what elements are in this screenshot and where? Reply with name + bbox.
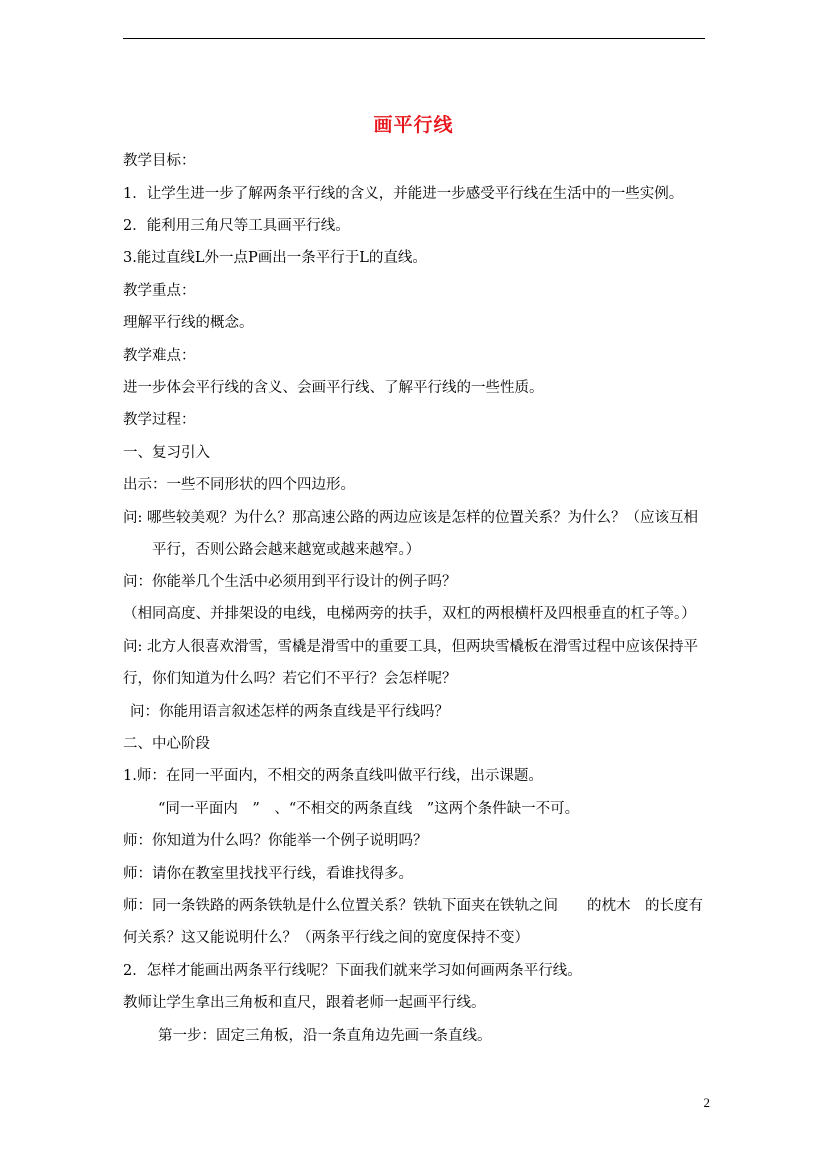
paragraph-line: 师：你知道为什么吗？你能举一个例子说明吗？: [123, 833, 428, 849]
section-heading-process: 教学过程：: [123, 412, 196, 428]
paragraph-line: 问: 哪些较美观？为什么？那高速公路的两边应该是怎样的位置关系？为什么？（应该互相: [123, 510, 698, 526]
paragraph-line: 教师让学生拿出三角板和直尺，跟着老师一起画平行线。: [123, 995, 486, 1011]
paragraph-line: 2．怎样才能画出两条平行线呢？下面我们就来学习如何画两条平行线。: [123, 963, 582, 979]
subsection-heading: 一、复习引入: [123, 445, 210, 461]
paragraph-line: 第一步：固定三角板，沿一条直角边先画一条直线。: [158, 1028, 492, 1044]
paragraph-line: 3.能过直线L外一点P画出一条平行于L的直线。: [123, 250, 427, 266]
paragraph-line: 何关系？这又能说明什么？（两条平行线之间的宽度保持不变）: [123, 930, 529, 946]
paragraph-line: 平行，否则公路会越来越宽或越来越窄。）: [152, 542, 421, 558]
section-heading-objectives: 教学目标：: [123, 153, 196, 169]
paragraph-line: 问：你能举几个生活中必须用到平行设计的例子吗？: [123, 574, 457, 590]
section-heading-key-points: 教学重点：: [123, 283, 196, 299]
page-number: 2: [703, 1095, 710, 1110]
paragraph-line: 理解平行线的概念。: [123, 315, 254, 331]
paragraph-line: （相同高度、并排架设的电线，电梯两旁的扶手，双杠的两根横杆及四根垂直的杠子等。）: [123, 606, 696, 622]
paragraph-line: 出示：一些不同形状的四个四边形。: [123, 477, 355, 493]
paragraph-line: 进一步体会平行线的含义、会画平行线、了解平行线的一些性质。: [123, 380, 544, 396]
paragraph-line: 行，你们知道为什么吗？若它们不平行？会怎样呢？: [123, 671, 457, 687]
header-rule: [123, 38, 705, 39]
paragraph-line: 师：同一条铁路的两条铁轨是什么位置关系？铁轨下面夹在铁轨之间 的枕木 的长度有: [123, 898, 703, 914]
paragraph-line: 师：请你在教室里找找平行线，看谁找得多。: [123, 866, 413, 882]
paragraph-line: “同一平面内 ” 、“不相交的两条直线 ”这两个条件缺一不可。: [158, 801, 580, 817]
paragraph-line: 问：你能用语言叙述怎样的两条直线是平行线吗？: [130, 704, 449, 720]
document-title: 画平行线: [373, 114, 454, 136]
subsection-heading: 二、中心阶段: [123, 736, 210, 752]
section-heading-difficulties: 教学难点：: [123, 348, 196, 364]
paragraph-line: 1．让学生进一步了解两条平行线的含义，并能进一步感受平行线在生活中的一些实例。: [123, 186, 684, 202]
paragraph-line: 问: 北方人很喜欢滑雪，雪橇是滑雪中的重要工具，但两块雪橇板在滑雪过程中应该保持平: [123, 639, 698, 655]
paragraph-line: 1.师：在同一平面内，不相交的两条直线叫做平行线，出示课题。: [123, 768, 543, 784]
paragraph-line: 2．能利用三角尺等工具画平行线。: [123, 218, 350, 234]
